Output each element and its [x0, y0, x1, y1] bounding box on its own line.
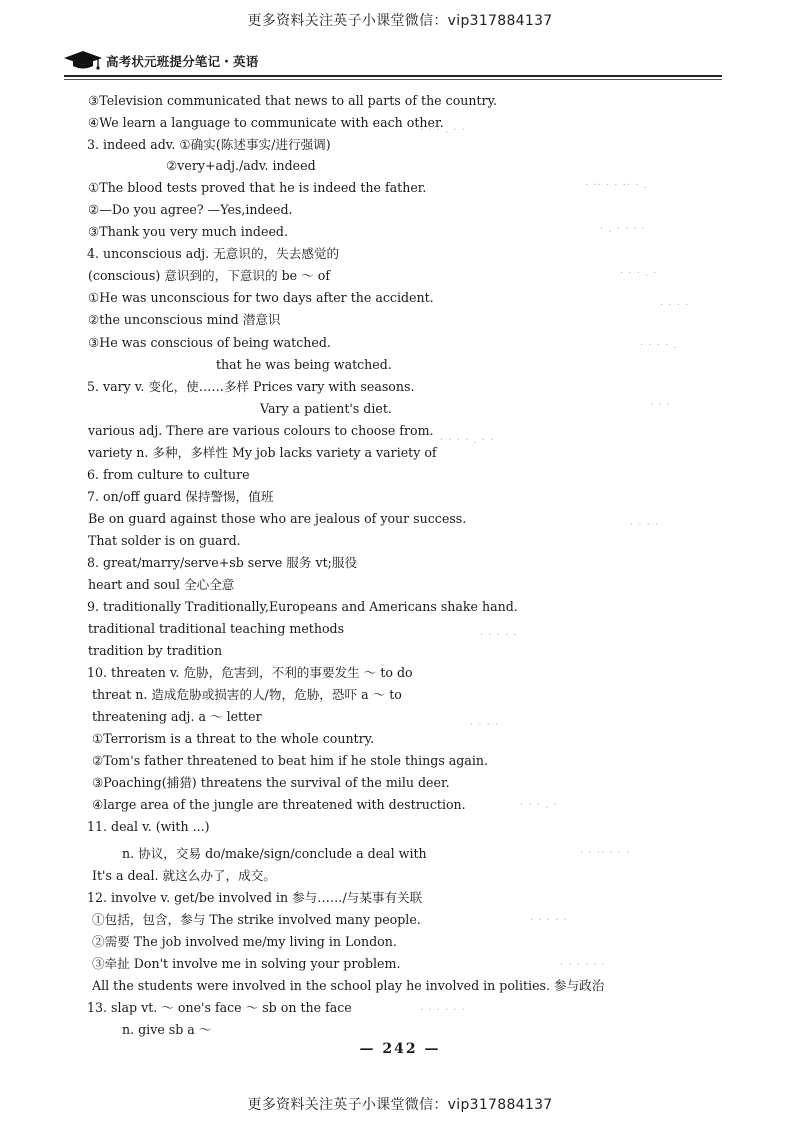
- watermark-top: 更多资料关注英子小课堂微信：vip317884137: [247, 13, 553, 29]
- book-title: 高考状元班提分笔记・英语: [106, 54, 259, 69]
- graduation-cap-icon: [64, 50, 102, 70]
- text-line: ②very+adj./adv. indeed: [166, 158, 316, 173]
- text-line: 6. from culture to culture: [87, 467, 250, 482]
- text-line: 3. indeed adv. ①确实(陈述事实/进行强调): [87, 137, 331, 152]
- text-line: 13. slap vt. ～ one's face ～ sb on the face: [87, 1000, 352, 1015]
- text-line: All the students were involved in the school play he involved in polities. 参与政治: [92, 978, 605, 993]
- text-line: 12. involve v. get/be involved in 参与……/与某事有关联: [87, 890, 423, 905]
- header-rule-thin: [64, 79, 722, 80]
- text-line: ④We learn a language to communicate with each other.: [88, 115, 444, 130]
- text-line: 4. unconscious adj. 无意识的，失去感觉的: [87, 246, 340, 261]
- text-line: ③Thank you very much indeed.: [88, 224, 288, 239]
- text-line: 7. on/off guard 保持警惕，值班: [87, 489, 274, 504]
- running-header: [64, 48, 258, 70]
- text-line: traditional traditional teaching methods: [88, 621, 345, 636]
- text-line: It's a deal. 就这么办了，成交。: [92, 868, 276, 883]
- text-line: ③Poaching(捕猎) threatens the survival of the milu deer.: [92, 775, 450, 790]
- text-line: ③He was conscious of being watched.: [88, 335, 331, 350]
- text-line: ②the unconscious mind 潜意识: [88, 312, 281, 327]
- page-number: — 242 —: [359, 1041, 441, 1057]
- text-line: 9. traditionally Traditionally,Europeans and Americans shake hand.: [87, 599, 518, 614]
- text-line: ②需要 The job involved me/my living in London.: [92, 934, 397, 949]
- watermark-bottom: 更多资料关注英子小课堂微信：vip317884137: [247, 1097, 553, 1113]
- text-line: ①The blood tests proved that he is indeed the father.: [88, 180, 427, 195]
- text-line: that he was being watched.: [216, 357, 392, 372]
- text-line: 11. deal v. (with ...): [87, 819, 210, 834]
- text-line: Vary a patient's diet.: [260, 401, 392, 416]
- text-line: various adj. There are various colours to choose from.: [88, 423, 434, 438]
- text-line: 10. threaten v. 危胁，危害到，不利的事要发生 ～ to do: [87, 665, 413, 680]
- text-line: (conscious) 意识到的，下意识的 be ～ of: [88, 268, 330, 283]
- text-line: ④large area of the jungle are threatened with destruction.: [92, 797, 466, 812]
- text-line: 5. vary v. 变化，使……多样 Prices vary with seasons.: [87, 379, 415, 394]
- text-line: ③牵扯 Don't involve me in solving your problem.: [92, 956, 401, 971]
- text-line: ②Tom's father threatened to beat him if he stole things again.: [92, 753, 489, 768]
- text-line: ①包括，包含，参与 The strike involved many people.: [92, 912, 421, 927]
- text-line: 8. great/marry/serve+sb serve 服务 vt;服役: [87, 555, 358, 570]
- text-line: n. give sb a ～: [122, 1022, 212, 1037]
- text-line: That solder is on guard.: [88, 533, 241, 548]
- text-line: tradition by tradition: [88, 643, 223, 658]
- text-line: ①Terrorism is a threat to the whole country.: [92, 731, 375, 746]
- text-line: variety n. 多种，多样性 My job lacks variety a variety of: [88, 445, 437, 460]
- text-line: ①He was unconscious for two days after the accident.: [88, 290, 434, 305]
- header-rule: [64, 75, 722, 77]
- text-line: n. 协议，交易 do/make/sign/conclude a deal with: [122, 846, 427, 861]
- text-line: threat n. 造成危胁或损害的人/物，危胁，恐吓 a ～ to: [92, 687, 402, 702]
- text-line: Be on guard against those who are jealous of your success.: [88, 511, 467, 526]
- text-line: ②—Do you agree? —Yes,indeed.: [88, 202, 293, 217]
- document-page: 更多资料关注英子小课堂微信：vip317884137 高考状元班提分笔记・英语 ③Television communicated that news to all parts of the country. ④We learn a language to communicate with each other. 3. indeed adv. ①确实(陈述事实/进行强调) ②very+adj./adv. indeed ①The blood tests proved that he is indeed the father. ②—Do you agree? —Yes,indeed. ③Thank you very much indeed. 4. unconscious adj. 无意识的，失去感觉的 (conscious) 意识到的，下意识的 be ～ of ①He was unconscious for two days after the accident. ②the unconscious mind 潜意识 ③He was conscious of being watched. that he was being watched. 5. vary v. 变化，使……多样 Prices vary with seasons. Vary a patient's diet. various adj. There are various colours to choose from. variety n. 多种，多样性 My job lacks variety a variety of 6. from culture to culture 7. on/off guard 保持警惕，值班 Be on guard against those who are jealous of your success. That solder is on guard. 8. great/marry/serve+sb serve 服务 vt;服役 heart and soul 全心全意 9. traditionally Traditionally,Europeans and Americans shake hand. traditional traditional teaching methods tradition by tradition 10. threaten v. 危胁，危害到，不利的事要发生 ～ to do threat n. 造成危胁或损害的人/物，危胁，恐吓 a ～ to threatening adj. a ～ letter ①Terrorism is a threat to the whole country. ②Tom's father threatened to beat him if he stole things again. ③Poaching(捕猎) threatens the survival of the milu deer. ④large area of the jungle are threatened with destruction. 11. deal v. (with ...) n. 协议，交易 do/make/sign/conclude a deal with It's a deal. 就这么办了，成交。 12. involve v. get/be involved in 参与……/与某事有关联 ①包括，包含，参与 The strike involved many people. ②需要 The job involved me/my living in London. ③牵扯 Don't involve me in solving your problem. All the students were involved in the school play he involved in polities. 参与政治 13. slap vt. ～ one's face ～ sb on the face n. give sb a ～ — 242 — 更多资料关注英子小课堂微信：vip317884137 · · · . · · · ·· · · ·· · . · . · · · · · · · . · · · · · · · · · . · · · · · · · . · · · · · · · · · · · · · · · · · · . · · · ·· · · · · · · · · · · · · · · · · · · · ·: [0, 0, 800, 1141]
- text-line: ③Television communicated that news to all parts of the country.: [88, 93, 498, 108]
- text-line: threatening adj. a ～ letter: [92, 709, 262, 724]
- text-line: heart and soul 全心全意: [88, 577, 235, 592]
